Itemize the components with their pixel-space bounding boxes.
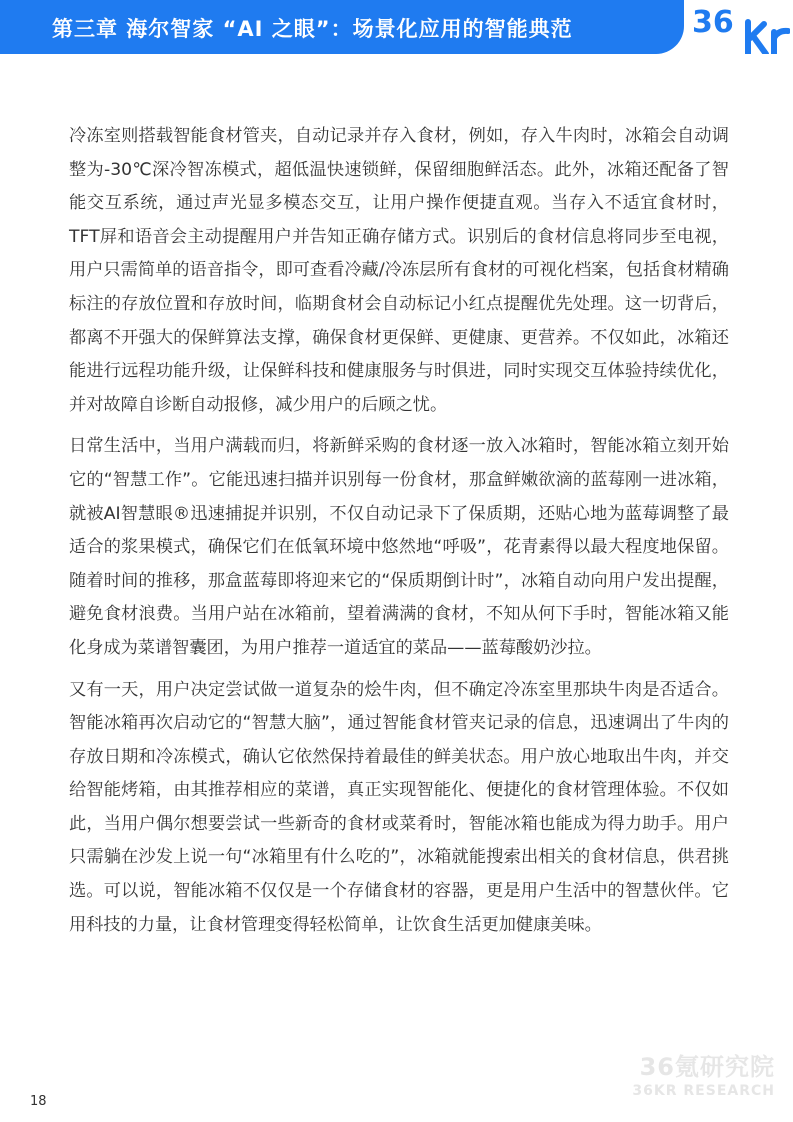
watermark-english: 36KR RESEARCH — [632, 1083, 775, 1099]
article-body — [69, 120, 729, 942]
watermark-chinese: 36氪研究院 — [639, 1053, 775, 1081]
paragraph: 日常生活中，当用户满载而归，将新鲜采购的食材逐一放入冰箱时，智能冰箱立刻开始它的“智慧工作”。它能迅速扫描并识别每一份食材，那盒鲜嫩欲滴的蓝莓刚一进冰箱，就被AI智慧眼®迅速捕捉并识别，不仅自动记录下了保质期，还贴心地为蓝莓调整了最适合的浆果模式，确保它们在低氧环境中悠然地“呼吸”，花青素得以最大程度地保留。随着时间的推移，那盒蓝莓即将迎来它的“保质期倒计时”，冰箱自动向用户发出提醒，避免食材浪费。当用户站在冰箱前，望着满满的食材，不知从何下手时，智能冰箱又能化身成为菜谱智囊团，为用户推荐一道适宜的菜品——蓝莓酸奶沙拉。 — [69, 436, 729, 658]
header-bar — [0, 0, 684, 54]
page-header — [0, 0, 793, 54]
research-watermark — [615, 1052, 775, 1100]
paragraph: 又有一天，用户决定尝试做一道复杂的烩牛肉，但不确定冷冻室里那块牛肉是否适合。智能冰箱再次启动它的“智慧大脑”，通过智能食材管夹记录的信息，迅速调出了牛肉的存放日期和冷冻模式，确认它依然保持着最佳的鲜美状态。用户放心地取出牛肉，并交给智能烤箱，由其推荐相应的菜谱，真正实现智能化、便捷化的食材管理体验。不仅如此，当用户偶尔想要尝试一些新奇的食材或菜肴时，智能冰箱也能成为得力助手。用户只需躺在沙发上说一句“冰箱里有什么吃的”，冰箱就能搜索出相关的食材信息，供君挑选。可以说，智能冰箱不仅仅是一个存储食材的容器，更是用户生活中的智慧伙伴。它用科技的力量，让食材管理变得轻松简单，让饮食生活更加健康美味。 — [69, 679, 729, 935]
page-number: 18 — [30, 1094, 47, 1109]
paragraph: 冷冻室则搭载智能食材管夹，自动记录并存入食材，例如，存入牛肉时，冰箱会自动调整为-30℃深冷智冻模式，超低温快速锁鲜，保留细胞鲜活态。此外，冰箱还配备了智能交互系统，通过声光显多模态交互，让用户操作便捷直观。当存入不适宜食材时，TFT屏和语音会主动提醒用户并告知正确存储方式。识别后的食材信息将同步至电视，用户只需简单的语音指令，即可查看冷藏/冷冻层所有食材的可视化档案，包括食材精确标注的存放位置和存放时间，临期食材会自动标记小红点提醒优先处理。这一切背后，都离不开强大的保鲜算法支撑，确保食材更保鲜、更健康、更营养。不仅如此，冰箱还能进行远程功能升级，让保鲜科技和健康服务与时俱进，同时实现交互体验持续优化，并对故障自诊断自动报修，减少用户的后顾之忧。 — [69, 126, 729, 415]
logo-digits: 36 — [692, 5, 734, 40]
chapter-title: 第三章 海尔智家 “AI 之眼”：场景化应用的智能典范 — [52, 17, 573, 41]
36kr-logo — [690, 0, 790, 54]
